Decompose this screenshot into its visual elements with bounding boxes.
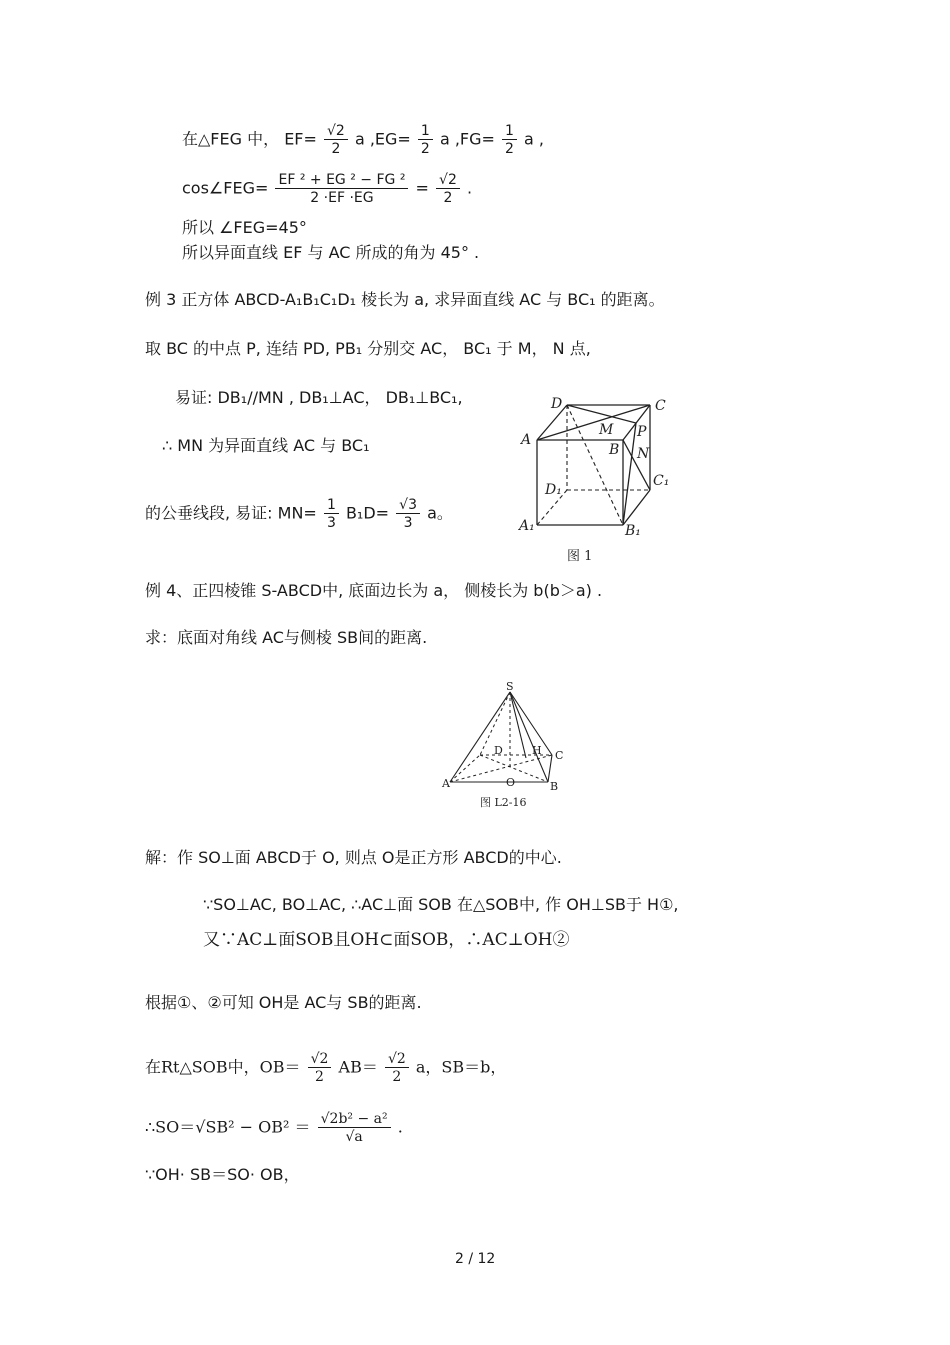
cube-label-p: P bbox=[637, 424, 647, 440]
solution-line7: ∵OH· SB＝SO· OB， bbox=[145, 1165, 300, 1184]
pyramid-label-c: C bbox=[555, 749, 564, 762]
line-angle-conclusion: 所以异面直线 EF 与 AC 所成的角为 45° . bbox=[182, 243, 480, 262]
cube-label-b: B bbox=[609, 442, 620, 458]
example4-title: 例 4、正四棱锥 S-ABCD中, 底面边长为 a， 侧棱长为 b(b＞a) . bbox=[145, 581, 603, 600]
pyramid-label-s: S bbox=[506, 680, 514, 693]
cube-label-m: M bbox=[599, 422, 614, 438]
cube-label-n: N bbox=[637, 446, 650, 462]
example3-title: 例 3 正方体 ABCD-A₁B₁C₁D₁ 棱长为 a, 求异面直线 AC 与 BC₁ 的距离。 bbox=[145, 290, 665, 309]
cube-label-d1: D₁ bbox=[545, 482, 562, 498]
line-feg: 在△FEG 中， EF= $\frac{√2}{2}$ a ,EG= $\frac{1}{2}$ a ,FG= $\frac{1}{2}$ a , bbox=[182, 123, 545, 157]
cube-caption: 图 1 bbox=[567, 549, 593, 564]
pyramid-label-b: B bbox=[550, 780, 559, 793]
example4-ask: 求：底面对角线 AC与侧棱 SB间的距离. bbox=[145, 628, 428, 647]
example3-step1: 取 BC 的中点 P, 连结 PD, PB₁ 分别交 AC， BC₁ 于 M， N 点, bbox=[145, 339, 591, 358]
fraction-fg: $\frac{1}{2}$ bbox=[502, 124, 517, 156]
cube-label-b1: B₁ bbox=[625, 523, 641, 539]
cube-label-a1: A₁ bbox=[519, 518, 535, 534]
solution-line4: 根据①、②可知 OH是 AC与 SB的距离. bbox=[145, 993, 422, 1012]
solution-line5: 在Rt△SOB中，OB＝ $\frac{√2}{2}$ AB＝ $\frac{√2}{2}$ a，SB＝b， bbox=[145, 1051, 507, 1085]
line-cos-feg: cos∠FEG= $\frac{\text{EF ² + EG ² − FG ²}}{2 \cdot EF \cdot EG}$ = $\frac{√2}{2}$ . bbox=[182, 172, 473, 206]
line-feg-prefix: 在△FEG 中， EF= bbox=[182, 129, 317, 149]
solution-line6: ∴SO＝√SB² − OB² ＝ $\frac{\text{√2b² − a²}}{√a}$ . bbox=[145, 1111, 403, 1145]
example3-step4: 的公垂线段, 易证: MN= $\frac{1}{3}$ B₁D= $\frac{√3}{3}$ a。 bbox=[145, 497, 453, 531]
solution-line2: ∵SO⊥AC, BO⊥AC, ∴AC⊥面 SOB 在△SOB中, 作 OH⊥SB于 H①, bbox=[203, 895, 679, 914]
figure-pyramid bbox=[440, 680, 580, 812]
fraction-cos-result: $\frac{√2}{2}$ bbox=[436, 173, 460, 205]
cube-label-c1: C₁ bbox=[653, 473, 670, 489]
cube-label-d: D bbox=[551, 396, 563, 412]
fraction-so: $\frac{\text{√2b² − a²}}{√a}$ bbox=[318, 1112, 391, 1144]
pyramid-label-h: H bbox=[532, 744, 542, 757]
solution-line3: 又∵AC⊥面SOB且OH⊂面SOB，∴AC⊥OH② bbox=[203, 930, 570, 950]
example3-step2: 易证: DB₁//MN , DB₁⊥AC， DB₁⊥BC₁, bbox=[175, 388, 463, 407]
pyramid-caption: 图 L2-16 bbox=[480, 796, 527, 809]
pyramid-label-a: A bbox=[442, 777, 450, 790]
fraction-cos: $\frac{\text{EF ² + EG ² − FG ²}}{2 \cdot EF \cdot EG}$ bbox=[275, 173, 408, 205]
fraction-ob-1: $\frac{√2}{2}$ bbox=[308, 1052, 332, 1084]
solution-line1: 解：作 SO⊥面 ABCD于 O, 则点 O是正方形 ABCD的中心. bbox=[145, 848, 562, 867]
cube-label-c: C bbox=[655, 398, 666, 414]
fraction-mn-2: $\frac{√3}{3}$ bbox=[396, 498, 420, 530]
example3-step3: ∴ MN 为异面直线 AC 与 BC₁ bbox=[162, 436, 370, 455]
fraction-mn-1: $\frac{1}{3}$ bbox=[324, 498, 339, 530]
fraction-eg: $\frac{1}{2}$ bbox=[418, 124, 433, 156]
pyramid-label-o: O bbox=[506, 776, 516, 789]
cube-label-a: A bbox=[521, 432, 532, 448]
fraction-ef: $\frac{√2}{2}$ bbox=[324, 124, 348, 156]
figure-cube bbox=[515, 390, 685, 565]
page-number: 2 / 12 bbox=[455, 1251, 496, 1267]
pyramid-label-d: D bbox=[494, 744, 503, 757]
fraction-ob-2: $\frac{√2}{2}$ bbox=[385, 1052, 409, 1084]
line-angle-result: 所以 ∠FEG=45° bbox=[182, 218, 307, 237]
